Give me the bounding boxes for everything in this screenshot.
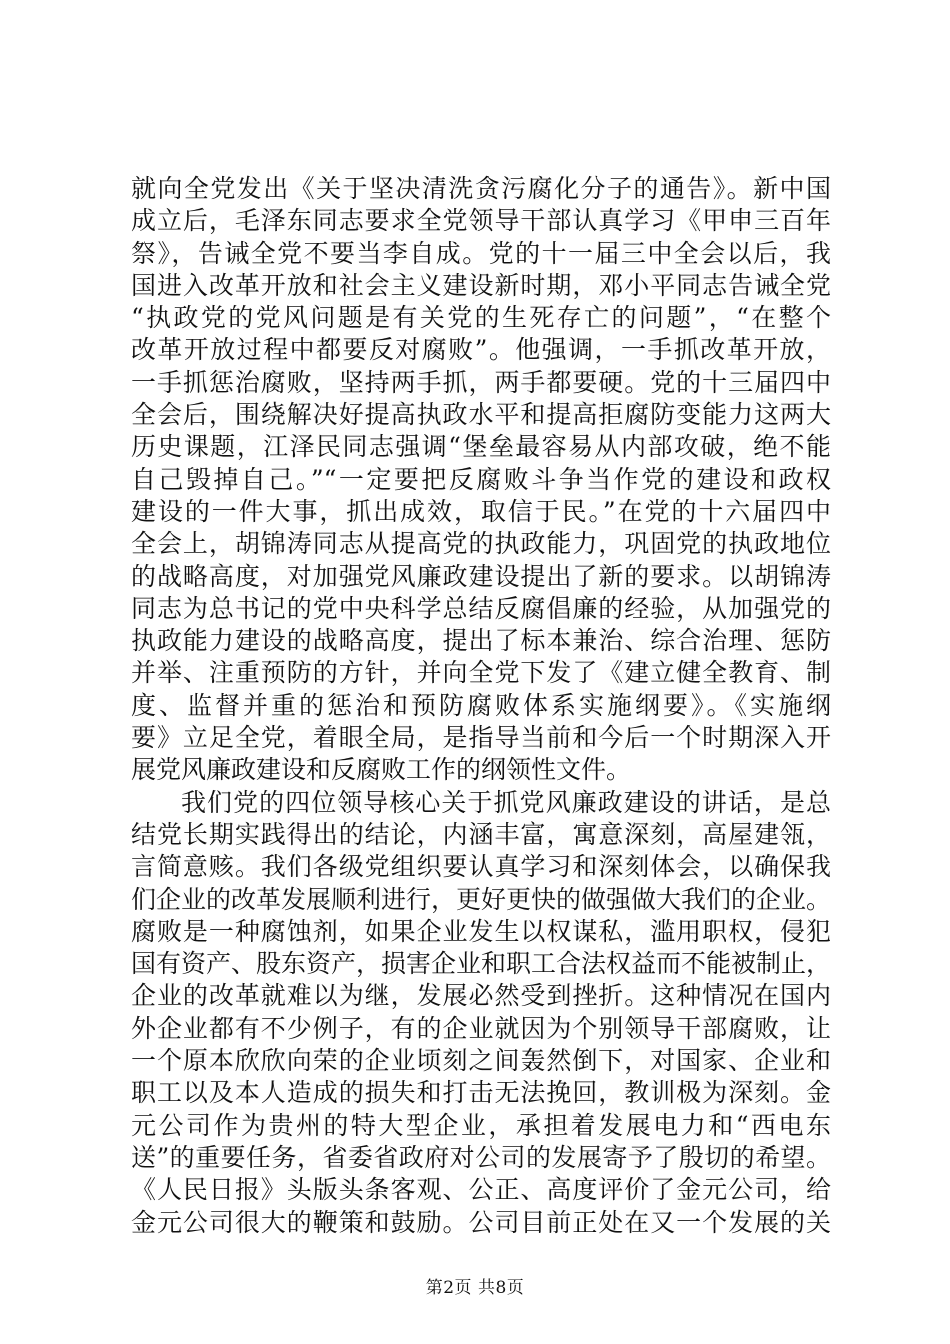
text-line: 国进入改革开放和社会主义建设新时期，邓小平同志告诫全党: [131, 270, 831, 300]
text-line: 改革开放过程中都要反对腐败”。他强调，一手抓改革开放，: [131, 335, 831, 365]
text-line: 度、监督并重的惩治和预防腐败体系实施纲要》。《实施纲: [131, 690, 831, 720]
text-line: 建设的一件大事，抓出成效，取信于民。”在党的十六届四中: [131, 496, 831, 526]
page-number-footer: 第2页 共8页: [425, 1278, 525, 1298]
text-line: 腐败是一种腐蚀剂，如果企业发生以权谋私，滥用职权，侵犯: [131, 916, 831, 946]
text-line: 就向全党发出《关于坚决清洗贪污腐化分子的通告》。新中国: [131, 174, 831, 203]
text-line: 同志为总书记的党中央科学总结反腐倡廉的经验，从加强党的: [131, 593, 831, 623]
text-line: 元公司作为贵州的特大型企业，承担着发展电力和“西电东: [131, 1110, 831, 1140]
text-line: 一手抓惩治腐败，坚持两手抓，两手都要硬。党的十三届四中: [131, 367, 831, 397]
text-line: “执政党的党风问题是有关党的生死存亡的问题”，“在整个: [131, 303, 831, 333]
document-body: [131, 173, 831, 1239]
text-line: 全会后，围绕解决好提高执政水平和提高拒腐防变能力这两大: [131, 400, 831, 430]
text-line: 《人民日报》头版头条客观、公正、高度评价了金元公司，给: [131, 1175, 831, 1205]
text-line: 历史课题，江泽民同志强调“堡垒最容易从内部攻破，绝不能: [131, 432, 831, 462]
text-line: 祭》，告诫全党不要当李自成。党的十一届三中全会以后，我: [131, 238, 831, 268]
paragraph-end-line: 展党风廉政建设和反腐败工作的纲领性文件。: [131, 755, 632, 785]
text-line: 言简意赅。我们各级党组织要认真学习和深刻体会，以确保我: [131, 852, 831, 882]
text-line: 一个原本欣欣向荣的企业顷刻之间轰然倒下，对国家、企业和: [131, 1046, 831, 1076]
text-line: 成立后，毛泽东同志要求全党领导干部认真学习《甲申三百年: [131, 206, 831, 236]
text-line: 全会上，胡锦涛同志从提高党的执政能力，巩固党的执政地位: [131, 529, 831, 559]
text-line: 自己毁掉自己。”“一定要把反腐败斗争当作党的建设和政权: [131, 464, 831, 494]
paragraph-start-line: 我们党的四位领导核心关于抓党风廉政建设的讲话，是总: [181, 787, 831, 817]
text-line: 国有资产、股东资产，损害企业和职工合法权益而不能被制止，: [131, 949, 832, 979]
text-line: 们企业的改革发展顺利进行，更好更快的做强做大我们的企业。: [131, 884, 832, 914]
text-line: 外企业都有不少例子，有的企业就因为个别领导干部腐败，让: [131, 1013, 831, 1043]
text-line: 的战略高度，对加强党风廉政建设提出了新的要求。以胡锦涛: [131, 561, 831, 591]
text-line: 执政能力建设的战略高度，提出了标本兼治、综合治理、惩防: [131, 626, 831, 656]
text-line: 并举、注重预防的方针，并向全党下发了《建立健全教育、制: [131, 658, 831, 688]
text-line: 结党长期实践得出的结论，内涵丰富，寓意深刻，高屋建瓴，: [131, 819, 831, 849]
text-line: 要》立足全党，着眼全局，是指导当前和今后一个时期深入开: [131, 723, 831, 753]
text-line: 企业的改革就难以为继，发展必然受到挫折。这种情况在国内: [131, 981, 831, 1011]
text-line: 送”的重要任务，省委省政府对公司的发展寄予了殷切的希望。: [131, 1142, 831, 1172]
text-line: 职工以及本人造成的损失和打击无法挽回，教训极为深刻。金: [131, 1078, 831, 1108]
text-line: 金元公司很大的鞭策和鼓励。公司目前正处在又一个发展的关: [131, 1207, 831, 1237]
